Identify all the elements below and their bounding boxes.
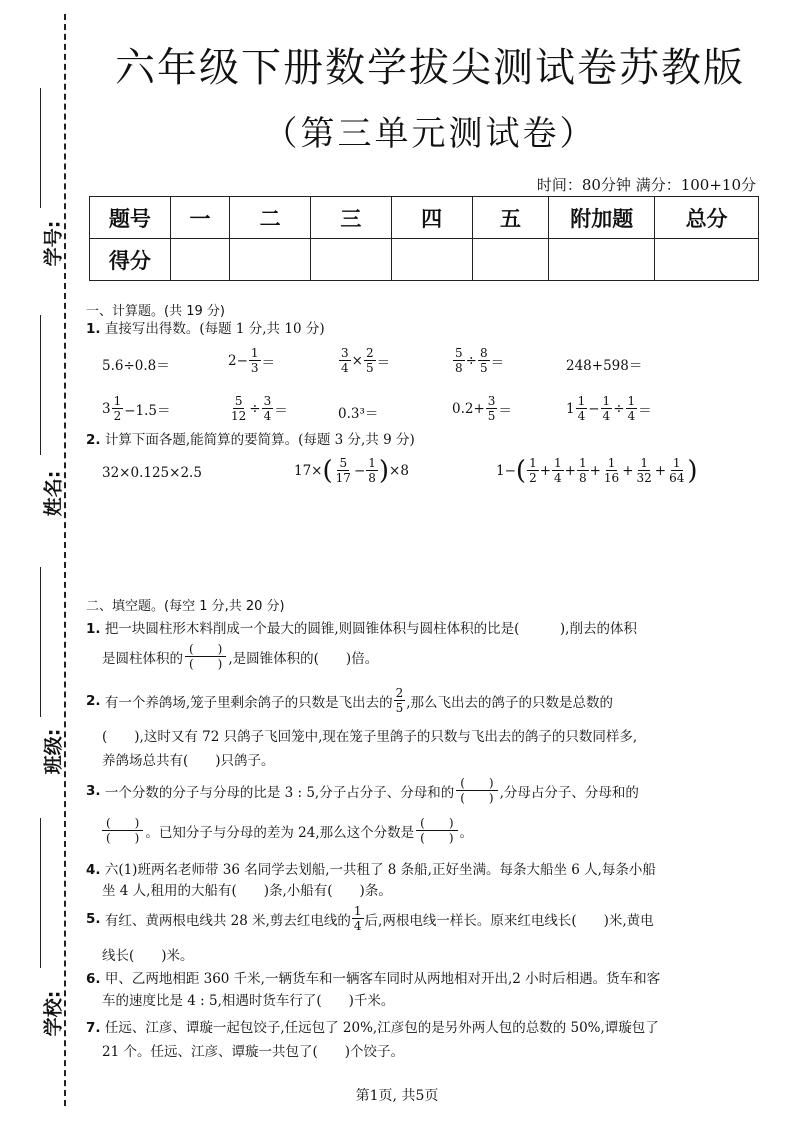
page-footer: 第1页, 共5页 bbox=[355, 1088, 439, 1104]
side-label-school: 学校: bbox=[42, 990, 65, 1037]
side-underline bbox=[40, 818, 41, 968]
blank-fraction[interactable]: $\frac{( )}{( )}$ bbox=[102, 816, 143, 845]
calc-text: ＝ bbox=[638, 402, 652, 419]
calc-text: 32×0.125×2.5 bbox=[102, 465, 202, 481]
question-text: 把一块圆柱形木料削成一个最大的圆锥,则圆锥体积与圆柱体积的比是( ),削去的体积 bbox=[104, 621, 637, 637]
operator: − bbox=[588, 400, 600, 417]
fill-question-2 bbox=[86, 686, 613, 715]
calc-text: 5.6÷0.8＝ bbox=[102, 358, 170, 374]
blank-fraction[interactable]: $\frac{( )}{( )}$ bbox=[185, 642, 226, 671]
fraction: $\frac{1}{3}$ bbox=[250, 346, 259, 375]
calc-text: 2− bbox=[228, 352, 248, 369]
header-cell: 附加题 bbox=[549, 197, 655, 239]
right-paren: ) bbox=[687, 455, 698, 486]
binding-dashed-line bbox=[64, 14, 66, 1106]
left-paren: ( bbox=[515, 455, 527, 486]
fraction: $\frac{1}{2}$ bbox=[529, 456, 537, 485]
fraction: $\frac{2}{5}$ bbox=[365, 346, 374, 375]
calc-item bbox=[102, 465, 202, 481]
time-info: 时间：80分钟 满分：100+10分 bbox=[536, 176, 756, 194]
question-number: 4. bbox=[86, 862, 101, 878]
header-cell: 二 bbox=[230, 197, 311, 239]
blank-fraction[interactable]: $\frac{( )}{( )}$ bbox=[416, 816, 457, 845]
calc-item bbox=[566, 354, 642, 374]
calc-text: ＝ bbox=[376, 354, 391, 371]
fill-question-3-line2 bbox=[100, 816, 473, 845]
header-cell: 一 bbox=[170, 197, 230, 239]
score-cell[interactable] bbox=[472, 239, 549, 281]
section-1-title: 一、计算题。(共 19 分) bbox=[86, 304, 225, 319]
fill-question-2-line2: ( ),这时又有 72 只鸽子飞回笼中,现在笼子里鸽子的只数与飞出去的鸽子的只数同样多, bbox=[102, 729, 638, 745]
question-text: ,那么飞出去的鸽子的只数是总数的 bbox=[406, 694, 614, 711]
page-title: 六年级下册数学拔尖测试卷苏教版 bbox=[115, 45, 745, 91]
question-text: 六(1)班两名老师带 36 名同学去划船,一共租了 8 条船,正好坐满。每条大船坐 6 人,每条小船 bbox=[104, 862, 656, 878]
fraction: $\frac{3}{4}$ bbox=[341, 346, 349, 375]
question-number: 1. bbox=[86, 621, 101, 637]
question-text: 甲、乙两地相距 360 千米,一辆货车和一辆客车同时从两地相对开出,2 小时后相遇。货车和客 bbox=[104, 971, 661, 987]
calc-item bbox=[102, 394, 171, 423]
question-1-2 bbox=[86, 431, 415, 449]
calc-text: ＝ bbox=[274, 402, 288, 419]
page-subtitle: （第三单元测试卷） bbox=[263, 114, 597, 154]
side-label-name: 姓名: bbox=[42, 470, 65, 517]
question-text: ,分母占分子、分母和的 bbox=[499, 784, 639, 801]
fraction: $\frac{3}{5}$ bbox=[487, 394, 496, 423]
question-text: 后,两根电线一样长。原来红电线长( )米,黄电 bbox=[364, 912, 654, 929]
score-header-row bbox=[90, 197, 759, 239]
header-cell: 题号 bbox=[90, 197, 171, 239]
fraction: $\frac{1}{4}$ bbox=[602, 394, 611, 423]
calc-text: 248+598＝ bbox=[566, 358, 643, 374]
fraction: $\frac{1}{4}$ bbox=[554, 456, 562, 485]
calc-text: 17× bbox=[294, 462, 323, 479]
question-number: 5. bbox=[86, 910, 101, 927]
fraction: $\frac{2}{5}$ bbox=[395, 686, 404, 715]
calc-item bbox=[228, 346, 275, 375]
question-text: 。已知分子与分母的差为 24,那么这个分数是 bbox=[145, 824, 415, 841]
calc-item bbox=[338, 402, 378, 422]
question-text: 直接写出得数。(每题 1 分,共 10 分) bbox=[104, 321, 325, 337]
calc-item bbox=[338, 346, 390, 375]
score-cell[interactable] bbox=[311, 239, 392, 281]
calc-item bbox=[452, 346, 504, 375]
fill-question-1 bbox=[86, 617, 637, 637]
calc-text: ＝ bbox=[261, 354, 276, 371]
calc-item bbox=[102, 354, 170, 374]
fill-question-6-line2: 车的速度比是 4 : 5,相遇时货车行了( )千米。 bbox=[102, 993, 395, 1009]
calc-text: 0.2+ bbox=[452, 400, 485, 417]
calc-text: 1 bbox=[566, 400, 575, 417]
question-text: 。 bbox=[459, 824, 474, 841]
operator: × bbox=[351, 352, 363, 369]
calc-text: 3 bbox=[102, 400, 111, 417]
right-paren: ) bbox=[378, 455, 390, 486]
question-number: 2. bbox=[86, 692, 101, 709]
fraction: $\frac{5}{12}$ bbox=[231, 394, 247, 423]
fill-question-7 bbox=[86, 1016, 659, 1036]
fraction: $\frac{1}{8}$ bbox=[578, 456, 587, 485]
fraction: $\frac{1}{32}$ bbox=[636, 456, 652, 485]
fraction: $\frac{1}{64}$ bbox=[669, 456, 685, 485]
side-label-id: 学号: bbox=[42, 220, 65, 267]
question-text: 有一个养鸽场,笼子里剩余鸽子的只数是飞出去的 bbox=[104, 694, 393, 711]
operator: ÷ bbox=[249, 400, 261, 417]
question-number: 2. bbox=[86, 432, 101, 448]
score-cell[interactable] bbox=[655, 239, 759, 281]
question-text: 是圆柱体积的 bbox=[102, 650, 183, 667]
side-underline bbox=[40, 315, 41, 455]
calc-item bbox=[452, 394, 512, 423]
question-number: 3. bbox=[86, 782, 101, 799]
fraction: $\frac{1}{4}$ bbox=[627, 394, 636, 423]
calc-item bbox=[566, 394, 652, 423]
calc-text: −1.5＝ bbox=[124, 402, 171, 419]
header-cell: 总分 bbox=[655, 197, 759, 239]
left-paren: ( bbox=[322, 455, 333, 486]
fraction: $\frac{1}{8}$ bbox=[368, 456, 376, 485]
question-1-1 bbox=[86, 320, 325, 338]
question-text: 有红、黄两根电线共 28 米,剪去红电线的 bbox=[104, 912, 351, 929]
fraction: $\frac{3}{4}$ bbox=[263, 394, 272, 423]
fill-question-6 bbox=[86, 967, 660, 987]
calc-item bbox=[294, 456, 409, 485]
question-number: 7. bbox=[86, 1020, 101, 1036]
fraction: $\frac{1}{2}$ bbox=[113, 394, 122, 423]
calc-item: 1− ( $\frac{1}{2}$ + $\frac{1}{4}$ + $\frac{1}{8}$ + $\frac{1}{16}$ + $\frac{1}{32}$ + $\frac{1}{64}$ ) bbox=[496, 455, 698, 486]
question-number: 1. bbox=[86, 321, 101, 337]
fill-question-5 bbox=[86, 904, 654, 933]
section-2-title: 二、填空题。(每空 1 分,共 20 分) bbox=[86, 599, 285, 614]
side-underline bbox=[40, 88, 41, 208]
fill-question-5-line2: 线长( )米。 bbox=[102, 948, 194, 964]
side-underline bbox=[40, 567, 41, 717]
side-label-class: 班级: bbox=[42, 728, 65, 775]
fraction: $\frac{5}{17}$ bbox=[335, 456, 351, 485]
score-cell[interactable] bbox=[170, 239, 230, 281]
operator: ÷ bbox=[613, 400, 625, 417]
question-text: ,是圆锥体积的( )倍。 bbox=[228, 650, 379, 667]
fraction: $\frac{8}{5}$ bbox=[479, 346, 488, 375]
calc-text: ＝ bbox=[490, 354, 505, 371]
fill-question-1-line2 bbox=[102, 642, 378, 671]
fraction: $\frac{5}{8}$ bbox=[455, 346, 463, 375]
score-table bbox=[89, 196, 759, 281]
calc-text: ×8 bbox=[389, 462, 409, 479]
operator: − bbox=[353, 462, 366, 479]
calc-text: 1− bbox=[496, 462, 516, 479]
question-text: 任远、江彦、谭璇一起包饺子,任远包了 20%,江彦包的是另外两人包的总数的 50%,谭璇包了 bbox=[104, 1020, 659, 1036]
score-input-row bbox=[90, 239, 759, 281]
header-cell: 四 bbox=[391, 197, 472, 239]
calc-text: ＝ bbox=[498, 402, 512, 419]
header-cell: 三 bbox=[311, 197, 392, 239]
question-text: 计算下面各题,能简算的要简算。(每题 3 分,共 9 分) bbox=[104, 432, 415, 448]
calc-item bbox=[228, 394, 288, 423]
score-cell[interactable] bbox=[230, 239, 311, 281]
fill-question-2-line3: 养鸽场总共有( )只鸽子。 bbox=[102, 753, 275, 769]
fill-question-3 bbox=[86, 776, 639, 805]
operator: ÷ bbox=[465, 352, 477, 369]
question-text: 一个分数的分子与分母的比是 3 : 5,分子占分子、分母和的 bbox=[104, 784, 455, 801]
fill-question-4-line2: 坐 4 人,租用的大船有( )条,小船有( )条。 bbox=[102, 883, 392, 899]
question-number: 6. bbox=[86, 971, 101, 987]
row-label: 得分 bbox=[90, 239, 171, 281]
fill-question-7-line2: 21 个。任远、江彦、谭璇一共包了( )个饺子。 bbox=[102, 1044, 405, 1060]
score-cell[interactable] bbox=[391, 239, 472, 281]
blank-fraction[interactable]: $\frac{( )}{( )}$ bbox=[456, 776, 497, 805]
calc-text: 0.3³＝ bbox=[338, 406, 379, 422]
header-cell: 五 bbox=[472, 197, 549, 239]
fraction: $\frac{1}{16}$ bbox=[603, 456, 620, 485]
fraction: $\frac{1}{4}$ bbox=[577, 394, 586, 423]
fraction: $\frac{1}{4}$ bbox=[353, 904, 362, 933]
fill-question-4 bbox=[86, 858, 656, 878]
score-cell[interactable] bbox=[549, 239, 655, 281]
